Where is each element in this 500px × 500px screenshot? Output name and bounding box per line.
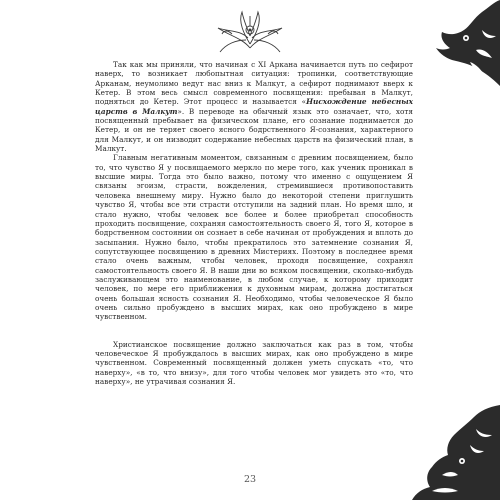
paragraph-1 xyxy=(95,60,413,153)
lion-head-icon xyxy=(412,405,500,500)
eagle-head-icon xyxy=(430,0,500,110)
page-number: 23 xyxy=(243,474,257,485)
paragraph-3: Христианское посвящение должно заключаться как раз в том, чтобы человеческое Я пробуждалось в высших мирах, как оно пробуждено в мире чувственном. Современный посвященный должен уметь спускать «то, что наверху», «в то, что внизу», для того чтобы человек мог увидеть это «то, что наверху», не утрачивая сознания Я. xyxy=(95,339,413,386)
filigree-ornament-icon xyxy=(212,8,288,54)
paragraph-2: Главным негативным моментом, связанным с древним посвящением, было то, что чувство Я у посвящаемого меркло по мере того, как ученик проникал в высшие миры. Тогда это было важно, потому что именно с ощущением Я связаны эгоизм, страсти, вожделения, стремившиеся противопоставить человека внешнему миру. Нужно было до некоторой степени приглушить чувство Я, чтобы все эти страсти отступили на задний план. Но время шло, и стало нужно, чтобы человек все более и более приобретал способность проходить посвящение, сохраняя самостоятельность своего Я, того Я, которое в бодрственном состоянии он сознает в себе начиная от пробуждения и вплоть до засыпания. Нужно было, чтобы прекратилось это затемнение сознания Я, сопутствующее посвящению в древних Мистериях. Поэтому в последнее время стало очень важным, чтобы человек, проходя посвящение, сохранял самостоятельность своего Я. В наши дни во всяком посвящении, сколько-нибудь заслуживающем это наименование, в любом случае, к которому приходит человек, по мере его приближения к духовным мирам, должна достигаться очень большая ясность сознания Я. Необходимо, чтобы человеческое Я было очень сильно пробуждено в высших мирах, как оно пробуждено в мире чувственном. xyxy=(95,153,413,322)
body-text xyxy=(95,60,413,386)
paragraph-1-text-end: ». В переводе на обычный язык это означает, что, хотя посвященный пребывает на физическом плане, его сознание поднимается до Кетер, и он не теряет своего ясного бодрственного Я-сознания, характерного для Малкут, и он низводит содержание небесных царств на физический план, в Малкут. xyxy=(95,106,413,154)
paragraph-1-text-start: Так как мы приняли, что начиная с XI Аркана начинается путь по сефирот наверх, то возникает любопытная ситуация: тропинки, соответствующие Арканам, неумолимо ведут нас вниз к Малкут, а сефирот поднимают вверх к Кетер. В этом весь смысл современного посвящения: пребывая в Малкут, подняться до Кетер. Этот процесс и называется « xyxy=(95,60,413,107)
paragraph-1-emphasis: Нисхождение небесных царств в Малкут xyxy=(95,97,414,116)
